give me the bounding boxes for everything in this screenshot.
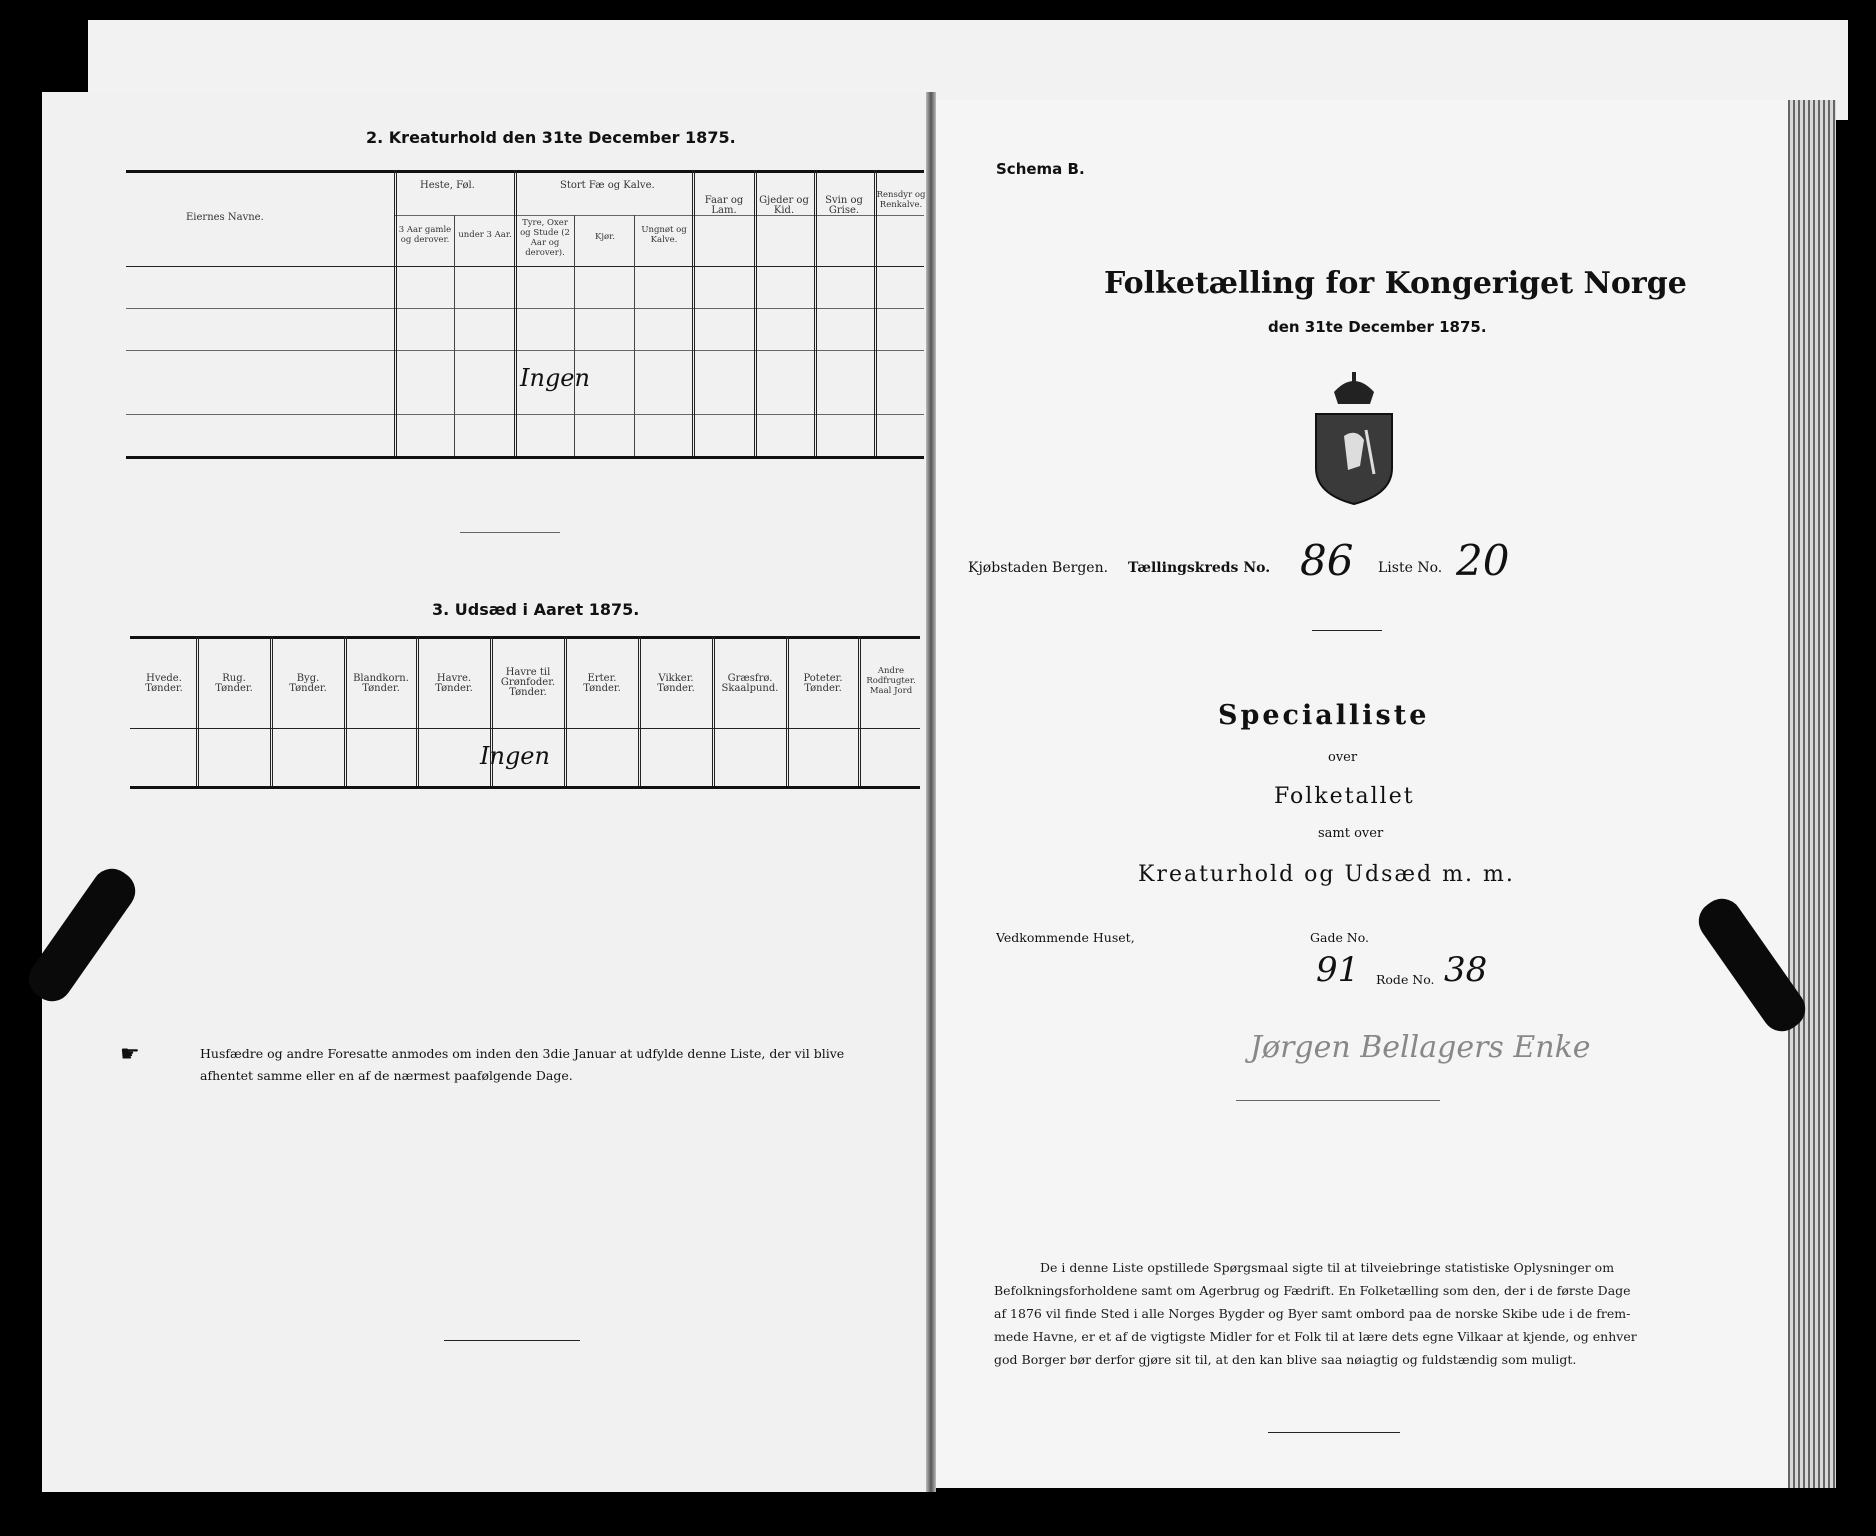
owner-handwritten-name: Jørgen Bellagers Enke bbox=[1250, 1030, 1591, 1065]
crop-root-vegetables: Andre Rodfrugter. bbox=[866, 666, 916, 686]
divider bbox=[444, 1340, 580, 1341]
divider bbox=[1268, 1432, 1400, 1433]
owner-name-header: Eiernes Navne. bbox=[186, 212, 264, 223]
census-date: den 31te December 1875. bbox=[1268, 318, 1487, 336]
crop-vetch: Vikker. bbox=[658, 673, 694, 684]
house-number: 91 bbox=[1316, 950, 1360, 990]
house-label: Vedkommende Huset, bbox=[996, 930, 1135, 945]
crop-root-vegetables-unit: Maal Jord bbox=[869, 686, 913, 696]
crop-grass-seed: Græsfrø. bbox=[727, 673, 773, 684]
divider bbox=[460, 532, 560, 533]
rode-label: Rode No. bbox=[1376, 972, 1435, 987]
para-line-2: Befolkningsforholdene samt om Agerbrug og Fædrift. En Folketælling som den, der i de første Dage bbox=[994, 1283, 1631, 1298]
city-label: Kjøbstaden Bergen. bbox=[968, 560, 1109, 576]
book-gutter bbox=[926, 92, 936, 1492]
crop-oats-unit: Tønder. bbox=[435, 683, 473, 694]
pointing-hand-icon: ☛ bbox=[120, 1042, 140, 1067]
section-2-title: 2. Kreaturhold den 31te December 1875. bbox=[366, 128, 736, 147]
folketallet-label: Folketallet bbox=[1274, 784, 1415, 809]
left-page bbox=[42, 92, 930, 1492]
kreaturhold-label: Kreaturhold og Udsæd m. m. bbox=[1138, 862, 1515, 887]
crop-grass-seed-unit: Skaalpund. bbox=[721, 683, 779, 694]
crop-barley-unit: Tønder. bbox=[289, 683, 327, 694]
horses-under3-header: under 3 Aar. bbox=[458, 230, 512, 240]
young-cattle-header: Ungnøt og Kalve. bbox=[641, 225, 687, 245]
livestock-handwritten-entry: Ingen bbox=[520, 364, 590, 392]
crop-potatoes: Poteter. bbox=[803, 673, 843, 684]
crop-barley: Byg. bbox=[296, 673, 320, 684]
samt-over-label: samt over bbox=[1318, 826, 1384, 841]
notice-line-2: afhentet samme eller en af de nærmest paafølgende Dage. bbox=[200, 1068, 573, 1083]
over-label: over bbox=[1328, 750, 1358, 765]
crop-mixed-grain-unit: Tønder. bbox=[362, 683, 400, 694]
notice-line-1: Husfædre og andre Foresatte anmodes om inden den 3die Januar at udfylde denne Liste, der vil blive bbox=[200, 1046, 845, 1061]
street-number-label: Gade No. bbox=[1310, 930, 1370, 945]
para-line-1: De i denne Liste opstillede Spørgsmaal sigte til at tilveiebringe statistiske Oplysninger om bbox=[1040, 1260, 1615, 1275]
sheep-header: Faar og Lam. bbox=[704, 195, 744, 216]
para-line-5: god Borger bør derfor gjøre sit til, at den kan blive saa nøiagtig og fuldstændig som muligt. bbox=[994, 1352, 1577, 1367]
crop-oats: Havre. bbox=[436, 673, 472, 684]
rode-number: 38 bbox=[1444, 950, 1488, 990]
pigs-header: Svin og Grise. bbox=[825, 195, 863, 216]
divider bbox=[1312, 630, 1382, 631]
goats-header: Gjeder og Kid. bbox=[759, 195, 809, 216]
crop-rye-unit: Tønder. bbox=[215, 683, 253, 694]
list-number: 20 bbox=[1456, 536, 1510, 585]
crop-vetch-unit: Tønder. bbox=[657, 683, 695, 694]
district-number: 86 bbox=[1300, 536, 1354, 585]
para-line-4: mede Havne, er et af de vigtigste Midler for et Folk til at lære dets egne Vilkaar at kjende, og enhver bbox=[994, 1329, 1637, 1344]
coat-of-arms-icon bbox=[1304, 370, 1404, 506]
crop-wheat-unit: Tønder. bbox=[145, 683, 183, 694]
signature-line bbox=[1236, 1100, 1440, 1101]
crop-oats-fodder: Havre til Grønfoder. bbox=[500, 667, 556, 688]
district-label: Tællingskreds No. bbox=[1128, 560, 1271, 576]
list-label: Liste No. bbox=[1378, 560, 1443, 576]
crop-rye: Rug. bbox=[222, 673, 246, 684]
section-3-title: 3. Udsæd i Aaret 1875. bbox=[432, 600, 640, 619]
para-line-3: af 1876 vil finde Sted i alle Norges Bygder og Byer samt ombord paa de norske Skibe ude i de frem- bbox=[994, 1306, 1631, 1321]
reindeer-header: Rensdyr og Renkalve. bbox=[876, 190, 926, 210]
cows-header: Kjør. bbox=[595, 232, 615, 242]
schema-label: Schema B. bbox=[996, 160, 1085, 178]
census-title: Folketælling for Kongeriget Norge bbox=[1104, 266, 1687, 301]
crop-wheat: Hvede. bbox=[146, 673, 182, 684]
cattle-header: Stort Fæ og Kalve. bbox=[560, 180, 655, 191]
page-edge-stack bbox=[1788, 100, 1836, 1488]
crop-peas: Erter. bbox=[587, 673, 617, 684]
crop-oats-fodder-unit: Tønder. bbox=[509, 687, 547, 698]
crop-peas-unit: Tønder. bbox=[583, 683, 621, 694]
horses-header: Heste, Føl. bbox=[420, 180, 475, 191]
crop-potatoes-unit: Tønder. bbox=[804, 683, 842, 694]
explanatory-paragraph bbox=[994, 1256, 1714, 1371]
horses-3yr-header: 3 Aar gamle og derover. bbox=[398, 225, 452, 245]
crops-handwritten-entry: Ingen bbox=[480, 742, 550, 770]
bulls-header: Tyre, Oxer og Stude (2 Aar og derover). bbox=[520, 218, 570, 258]
crop-mixed-grain: Blandkorn. bbox=[353, 673, 409, 684]
specialliste-heading: Specialliste bbox=[1218, 700, 1430, 731]
